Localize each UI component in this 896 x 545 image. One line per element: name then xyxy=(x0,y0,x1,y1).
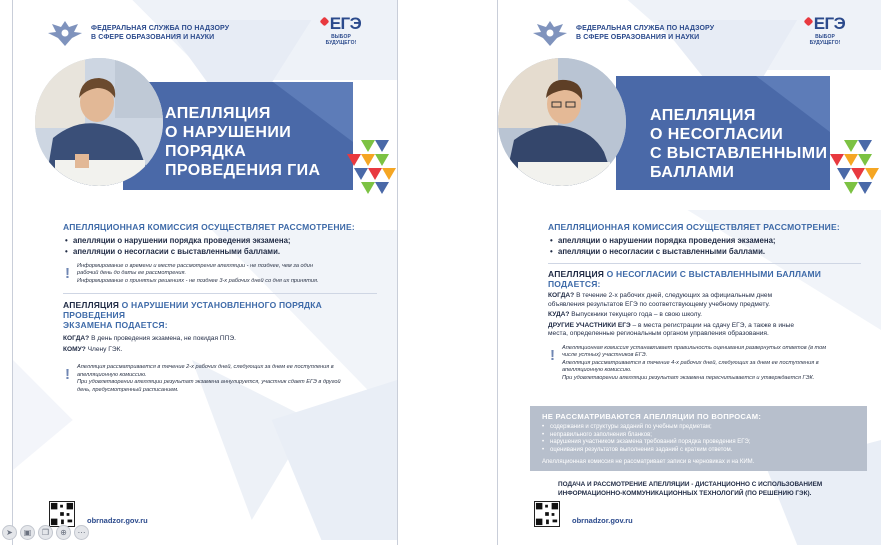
list-item: • апелляции о несогласии с выставленными баллами. xyxy=(548,247,861,258)
list-item: • апелляции о нарушении порядка проведения экзамена; xyxy=(63,236,377,247)
list-item: • оценивания результатов выполнения заданий с кратким ответом. xyxy=(542,447,857,455)
list-item: • нарушения участником экзамена требований порядка проведения ЕГЭ; xyxy=(542,439,857,447)
info-note: ! Информирование о времени и месте рассмотрения апелляции - не позднее, чем за один рабочий день до даты ее рассмотрения. Информирование о принятых решениях - не позднее 3-х рабочих дней со дня их принятия. xyxy=(65,263,319,284)
ege-diamond-icon xyxy=(803,17,813,27)
review-note: ! Апелляция рассматривается в течение 2-х рабочих дней, следующих за днем ее поступления в апелляционную комиссию. При удовлетворении апелляции результат экзамена аннулируется, участник сдает ЕГЭ в другой день, предусмотренный расписанием. xyxy=(65,364,341,393)
submit-title: АПЕЛЛЯЦИЯ О НЕСОГЛАСИИ С ВЫСТАВЛЕННЫМИ БАЛЛАМИ ПОДАЕТСЯ: xyxy=(548,269,822,289)
list-item: • неправильного заполнения бланков; xyxy=(542,432,857,440)
commission-title: АПЕЛЛЯЦИОННАЯ КОМИССИЯ ОСУЩЕСТВЛЯЕТ РАССМОТРЕНИЕ: xyxy=(548,222,840,232)
commission-title: АПЕЛЛЯЦИОННАЯ КОМИССИЯ ОСУЩЕСТВЛЯЕТ РАССМОТРЕНИЕ: xyxy=(63,222,355,232)
pointer-icon[interactable]: ➤ xyxy=(2,525,17,540)
commission-list xyxy=(63,236,377,257)
poster-violation xyxy=(12,0,398,545)
website-link[interactable]: obrnadzor.gov.ru xyxy=(572,516,633,525)
divider xyxy=(548,263,861,264)
commission-section xyxy=(13,222,397,394)
not-considered-title: НЕ РАССМАТРИВАЮТСЯ АПЕЛЛЯЦИИ ПО ВОПРОСАМ: xyxy=(542,412,762,421)
exclamation-icon: ! xyxy=(65,366,70,384)
agency-name: ФЕДЕРАЛЬНАЯ СЛУЖБА ПО НАДЗОРУ В СФЕРЕ ОБРАЗОВАНИЯ И НАУКИ xyxy=(91,25,230,41)
poster-disagreement xyxy=(497,0,881,545)
footer xyxy=(534,501,633,527)
decor-triangles xyxy=(830,140,881,212)
submit-title: АПЕЛЛЯЦИЯ О НАРУШЕНИИ УСТАНОВЛЕННОГО ПОРЯДКА ПРОВЕДЕНИЯ ЭКЗАМЕНА ПОДАЕТСЯ: xyxy=(63,300,323,331)
header xyxy=(530,14,867,54)
student-photo xyxy=(35,58,163,186)
eagle-emblem-icon xyxy=(530,18,570,48)
qr-code-icon xyxy=(49,501,75,527)
remote-submission-note: ПОДАЧА И РАССМОТРЕНИЕ АПЕЛЛЯЦИИ - ДИСТАНЦИОННО С ИСПОЛЬЗОВАНИЕМ ИНФОРМАЦИОННО-КОММУНИКАЦИОННЫХ ТЕХНОЛОГИЙ (ПО РЕШЕНИЮ ГЭК). xyxy=(558,481,823,497)
agency-name: ФЕДЕРАЛЬНАЯ СЛУЖБА ПО НАДЗОРУ В СФЕРЕ ОБРАЗОВАНИЯ И НАУКИ xyxy=(576,25,715,41)
student-photo xyxy=(498,58,626,186)
ege-logo: ЕГЭ ВЫБОР БУДУЩЕГО! xyxy=(799,14,851,50)
divider xyxy=(63,293,377,294)
not-considered-footer: Апелляционная комиссия не рассматривает записи в черновиках и на КИМ. xyxy=(542,459,755,466)
copy-icon[interactable]: ❐ xyxy=(38,525,53,540)
header xyxy=(45,14,383,54)
banner-title: АПЕЛЛЯЦИЯ О НЕСОГЛАСИИ С ВЫСТАВЛЕННЫМИ БАЛЛАМИ xyxy=(650,107,828,181)
commission-section xyxy=(498,222,881,382)
eagle-emblem-icon xyxy=(45,18,85,48)
footer xyxy=(49,501,148,527)
decor-triangles xyxy=(347,140,398,212)
banner-title: АПЕЛЛЯЦИЯ О НАРУШЕНИИ ПОРЯДКА ПРОВЕДЕНИЯ ГИА xyxy=(165,105,321,179)
zoom-icon[interactable]: ⊕ xyxy=(56,525,71,540)
commission-list xyxy=(548,236,861,257)
website-link[interactable]: obrnadzor.gov.ru xyxy=(87,516,148,525)
submit-details: КОГДА? В день проведения экзамена, не покидая ППЭ. КОМУ? Члену ГЭК. xyxy=(63,335,236,353)
ege-diamond-icon xyxy=(319,17,329,27)
exclamation-icon: ! xyxy=(550,346,555,364)
exclamation-icon: ! xyxy=(65,265,70,282)
list-item: • апелляции о несогласии с выставленными баллами. xyxy=(63,247,377,258)
submit-details: КОГДА? В течение 2-х рабочих дней, следующих за официальным днем объявления результатов ЕГЭ по соответствующему учебному предмету. КУДА? Выпускники текущего года – в свою школу. ДРУГИЕ УЧАСТНИКИ ЕГЭ – в места регистрации на сдачу ЕГЭ, а также в иные места, определенные региональным органом управления образования. xyxy=(548,292,795,338)
ege-logo: ЕГЭ ВЫБОР БУДУЩЕГО! xyxy=(315,14,367,50)
more-icon[interactable]: ⋯ xyxy=(74,525,89,540)
title-banner xyxy=(616,76,830,190)
not-considered-box xyxy=(530,406,867,471)
image-icon[interactable]: ▣ xyxy=(20,525,35,540)
review-note: ! Апелляционная комиссия устанавливает правильность оценивания развернутых ответов (в том числе устных) участников ЕГЭ. Апелляция рассматривается в течение 4-х рабочих дней, следующих за днем ее поступления в апелляционную комиссию. При удовлетворении апелляции результат экзамена пересчитывается и утверждается ГЭК. xyxy=(550,344,827,381)
qr-code-icon xyxy=(534,501,560,527)
list-item: • содержания и структуры заданий по учебным предметам; xyxy=(542,424,857,432)
not-considered-section xyxy=(498,400,881,498)
viewer-toolbar xyxy=(0,525,89,543)
list-item: • апелляции о нарушении порядка проведения экзамена; xyxy=(548,236,861,247)
